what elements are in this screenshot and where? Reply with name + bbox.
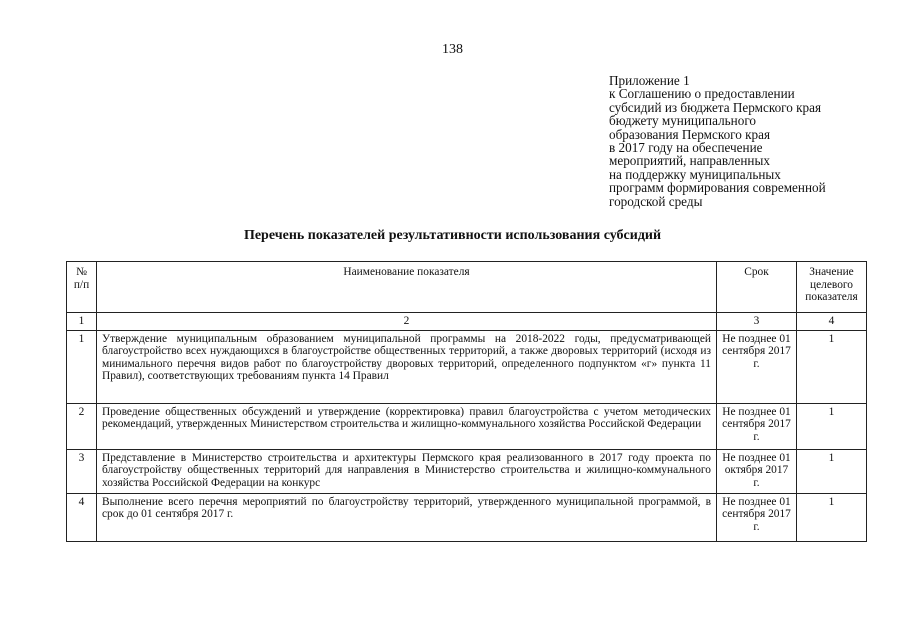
appendix-line: субсидий из бюджета Пермского края [609, 99, 822, 115]
row-indicator-name: Утверждение муниципальным образованием муниципальной программы на 2018-2022 годы, предусматривающей благоустройство всех нуждающихся в благоустройстве общественных территорий, а также дворовых территорий (исходя из минимального перечня видов работ по благоустройству дворовых территорий, определенного подпунктом «г» пункта 11 Правил), соответствующих требованиям пункта 14 Правил [97, 330, 717, 403]
column-number: 3 [717, 313, 797, 331]
table-row [67, 449, 867, 493]
column-numbers-row [67, 313, 867, 331]
row-num: 4 [67, 493, 97, 541]
appendix-line: в 2017 году на обеспечение [609, 140, 763, 156]
appendix-line: Приложение 1 [609, 73, 690, 88]
column-number: 1 [67, 313, 97, 331]
table-row [67, 403, 867, 449]
row-term: Не позднее 01 октября 2017 г. [717, 449, 797, 493]
row-indicator-name: Выполнение всего перечня мероприятий по благоустройству территорий, утвержденного муниципальной программой, в срок до 01 сентября 2017 г. [97, 493, 717, 541]
table-row [67, 493, 867, 541]
row-indicator-name: Представление в Министерство строительства и архитектуры Пермского края реализованного в 2017 году проекта по благоустройству общественных территорий для направления в Министерство строительства и жилищно-коммунального хозяйства Российской Федерации на конкурс [97, 449, 717, 493]
header-num: № п/п [67, 262, 97, 313]
appendix-line: программ формирования современной [609, 180, 826, 196]
row-target-value: 1 [797, 403, 867, 449]
appendix-line: мероприятий, направленных [609, 153, 770, 169]
row-term: Не позднее 01 сентября 2017 г. [717, 493, 797, 541]
appendix-line: к Соглашению о предоставлении [609, 86, 795, 102]
header-term: Срок [717, 262, 797, 313]
row-term: Не позднее 01 сентября 2017 г. [717, 403, 797, 449]
row-num: 3 [67, 449, 97, 493]
row-target-value: 1 [797, 493, 867, 541]
column-number: 2 [97, 313, 717, 331]
row-target-value: 1 [797, 449, 867, 493]
appendix-line: бюджету муниципального [609, 113, 756, 129]
row-term: Не позднее 01 сентября 2017 г. [717, 330, 797, 403]
header-name: Наименование показателя [97, 262, 717, 313]
table-row [67, 330, 867, 403]
row-target-value: 1 [797, 330, 867, 403]
appendix-line: образования Пермского края [609, 126, 771, 142]
row-num: 2 [67, 403, 97, 449]
row-num: 1 [67, 330, 97, 403]
appendix-caption [609, 74, 869, 208]
header-value: Значение целевого показателя [797, 262, 867, 313]
row-indicator-name: Проведение общественных обсуждений и утверждение (корректировка) правил благоустройства с учетом методических рекомендаций, утвержденных Министерством строительства и жилищно-коммунального хозяйства Российской Федерации [97, 403, 717, 449]
document-title: Перечень показателей результативности использования субсидий [243, 228, 662, 243]
indicators-table [66, 261, 867, 542]
column-number: 4 [797, 313, 867, 331]
page-number: 138 [442, 42, 463, 57]
table-header-row [67, 262, 867, 313]
appendix-line: городской среды [609, 193, 703, 209]
appendix-line: на поддержку муниципальных [609, 166, 781, 182]
